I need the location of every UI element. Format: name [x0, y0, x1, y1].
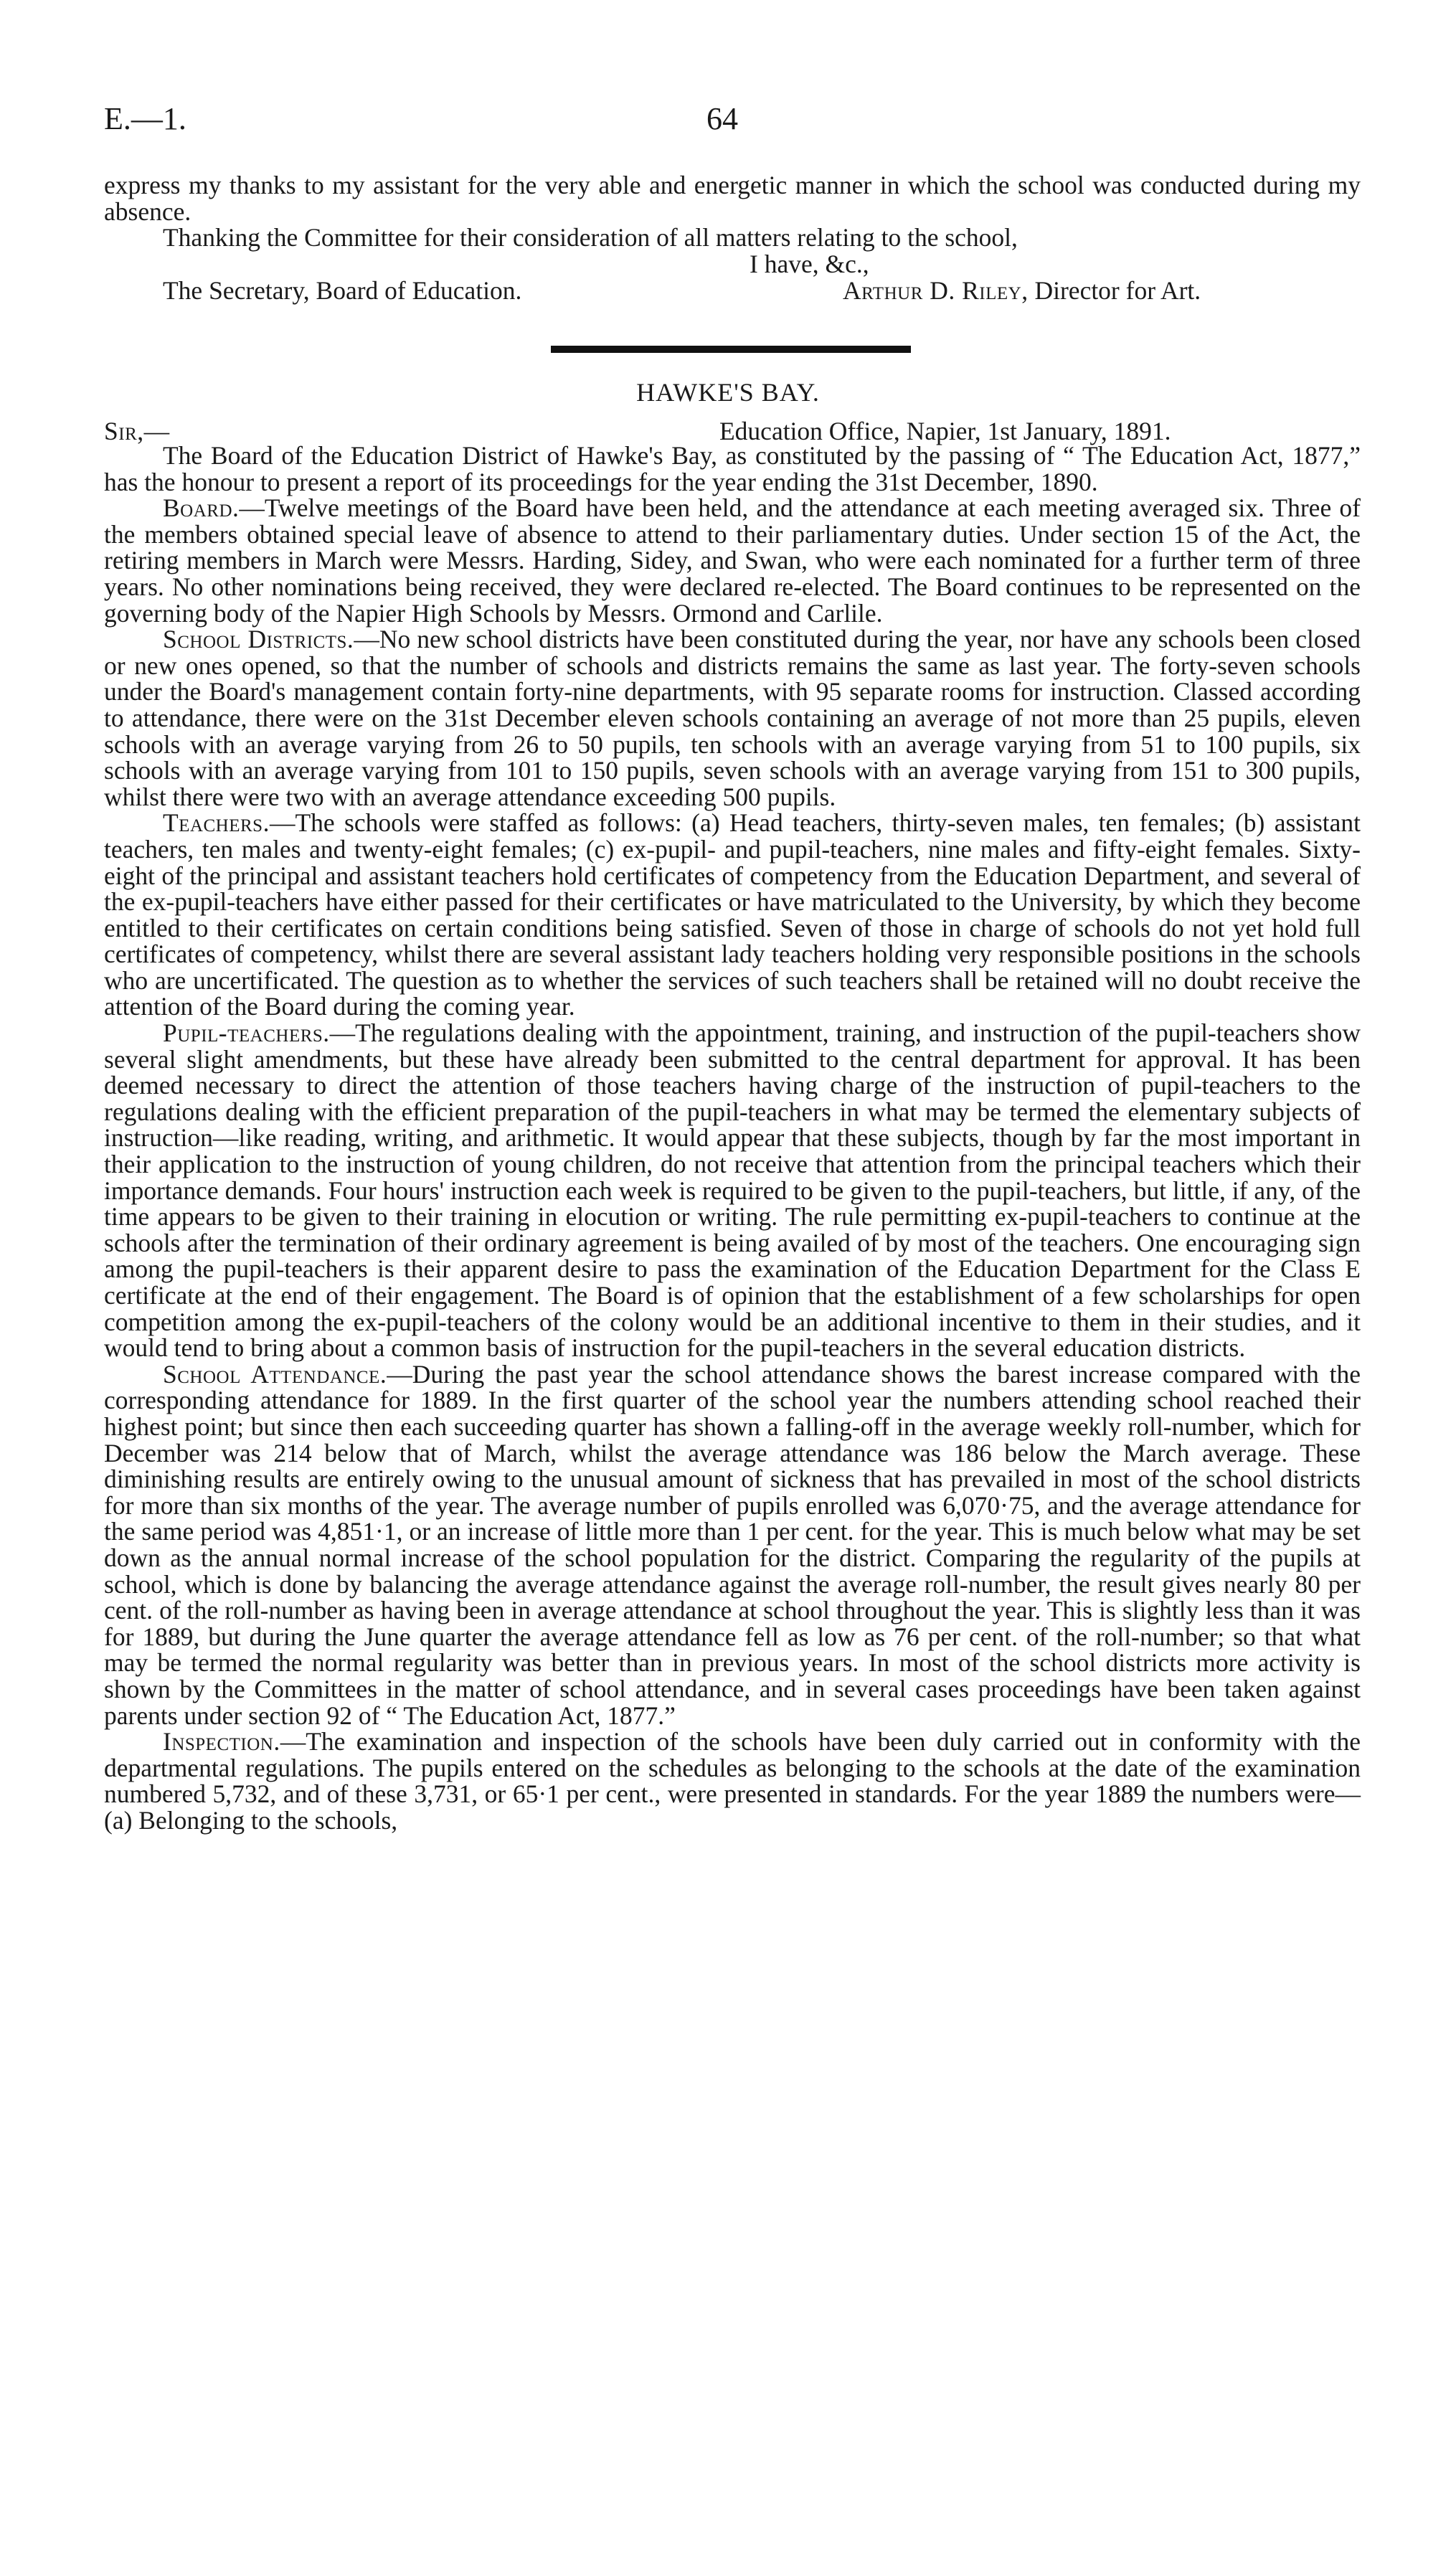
section-title: HAWKE'S BAY.	[636, 378, 820, 407]
text-board: —Twelve meetings of the Board have been held, and the attendance at each meeting averaged six. Three of the members obtained special leave of absence to attend to their parliamentary duties. Under section 15 of the Act, the retiring members in March were Messrs. Harding, Sidey, and Swan, who were each nominated for a further term of three years. No other nominations being received, they were declared re-elected. The Board continues to be represented on the governing body of the Napier High Schools by Messrs. Ormond and Carlile.	[104, 493, 1361, 628]
heading-teachers: Teachers.	[163, 808, 270, 838]
document-reference: E.—1.	[104, 101, 186, 136]
dateline: Education Office, Napier, 1st January, 1891.	[719, 417, 1171, 445]
closing-row	[104, 251, 1361, 278]
heading-inspection: Inspection.	[163, 1727, 280, 1756]
heading-school-districts: School Districts.	[163, 625, 354, 654]
top-paragraph: express my thanks to my assistant for the very able and energetic manner in which the school was conducted during my absence.	[104, 171, 1361, 226]
signature-name: Arthur D. Riley,	[843, 275, 1029, 305]
text-pupil-teachers: —The regulations dealing with the appointment, training, and instruction of the pupil-teachers show several slight amendments, but these have already been submitted to the central department for approval. It has been deemed necessary to direct the attention of those teachers having charge of the instruction of pupil-teachers to the regulations dealing with the efficient preparation of the pupil-teachers in what may be termed the elementary subjects of instruction—like reading, writing, and arithmetic. It would appear that these subjects, though by far the most important in their application to the instruction of young children, do not receive that attention from the principal teachers which their importance demands. Four hours' instruction each week is required to be given to the pupil-teachers, but little, if any, of the time appears to be given to their training in elocution or writing. The rule permitting ex-pupil-teachers to continue at the schools after the termination of their ordinary agreement is being availed of by most of the teachers. One encouraging sign among the pupil-teachers is their apparent desire to pass the examination of the Education Department for the Class E certificate at the end of their engagement. The Board is of opinion that the establishment of a few scholarships for open competition among the ex-pupil-teachers of the colony would be an additional incentive to them in their studies, and it would tend to bring about a common basis of instruction for the pupil-teachers in the several education districts.	[104, 1018, 1361, 1363]
signature-title: Director for Art.	[1034, 275, 1201, 305]
text-inspection: —The examination and inspection of the schools have been duly carried out in conformity with the departmental regulations. The pupils entered on the schedules as belonging to the schools at the date of the examination numbered 5,732, and of these 3,731, or 65·1 per cent., were presented in standards. For the year 1889 the numbers were—(a) Belonging to the schools,	[104, 1727, 1361, 1835]
heading-board: Board.	[163, 493, 240, 523]
letter-ending	[104, 172, 1361, 304]
salutation: Sir,—	[104, 417, 170, 445]
thanks-line: Thanking the Committee for their consideration of all matters relating to the school,	[163, 223, 1018, 252]
text-school-attendance: —During the past year the school attendance shows the barest increase compared with the corresponding attendance for 1889. In the first quarter of the school year the numbers attending school reached their highest point; but since then each succeeding quarter has shown a falling-off in the average weekly roll-number, which for December was 214 below that of March, whilst the average attendance was 186 below the March average. These diminishing results are entirely owing to the unusual amount of sickness that has prevailed in most of the school districts for more than six months of the year. The average number of pupils enrolled was 6,070·75, and the average attendance for the same period was 4,851·1, or an increase of little more than 1 per cent. for the year. This is much below what may be set down as the annual normal increase of the school population for the district. Comparing the regularity of the pupils at school, which is done by balancing the average attendance against the average roll-number, the result gives nearly 80 per cent. of the roll-number as having been in average attendance at school throughout the year. This is slightly less than it was for 1889, but during the June quarter the average attendance fell as low as 76 per cent. of the roll-number; so that what may be termed the normal regularity was better than in previous years. In most of the school districts more activity is shown by the Committees in the matter of school attendance, and in several cases proceedings have been taken against parents under section 92 of “ The Education Act, 1877.”	[104, 1359, 1361, 1730]
paragraph-teachers	[104, 810, 1361, 1020]
heading-pupil-teachers: Pupil-teachers.	[163, 1018, 330, 1048]
heading-school-attendance: School Attendance.	[163, 1359, 387, 1389]
report-body	[104, 443, 1361, 1833]
paragraph-school-attendance	[104, 1361, 1361, 1729]
text-school-districts: —No new school districts have been constituted during the year, nor have any schools been closed or new ones opened, so that the number of schools and districts remains the same as last year. The forty-seven schools under the Board's management contain forty-nine departments, with 95 separate rooms for instruction. Classed according to attendance, there were on the 31st December eleven schools containing an average of not more than 25 pupils, eleven schools with an average varying from 26 to 50 pupils, ten schools with an average varying from 51 to 100 pupils, six schools with an average varying from 101 to 150 pupils, seven schools with an average varying from 151 to 300 pupils, whilst there were two with an average attendance exceeding 500 pupils.	[104, 625, 1361, 811]
signature-row	[104, 275, 1361, 305]
signature-block	[843, 275, 1201, 305]
intro-paragraph: The Board of the Education District of Hawke's Bay, as constituted by the passing of “ The Education Act, 1877,” has the honour to present a report of its proceedings for the year ending the 31st December, 1890.	[104, 441, 1361, 496]
paragraph-inspection	[104, 1729, 1361, 1833]
salutation-row	[104, 416, 1361, 443]
section-divider	[551, 346, 911, 353]
addressee: The Secretary, Board of Education.	[163, 275, 522, 305]
text-teachers: —The schools were staffed as follows: (a) Head teachers, thirty-seven males, ten females; (b) assistant teachers, ten males and twenty-eight females; (c) ex-pupil- and pupil-teachers, nine males and fifty-eight females. Sixty-eight of the principal and assistant teachers hold certificates of competency from the Education Department, and several of the ex-pupil-teachers have either passed for their certificates or have matriculated to the University, by which they become entitled to their certificates on certain conditions being satisfied. Seven of those in charge of schools do not yet hold full certificates of competency, whilst there are several assistant lady teachers holding very responsible positions in the schools who are uncertificated. The question as to whether the services of such teachers shall be retained will no doubt receive the attention of the Board during the coming year.	[104, 808, 1361, 1021]
closing: I have, &c.,	[750, 249, 869, 278]
paragraph-pupil-teachers	[104, 1020, 1361, 1361]
paragraph-school-districts	[104, 626, 1361, 810]
paragraph-board	[104, 495, 1361, 626]
page-number: 64	[706, 101, 738, 136]
